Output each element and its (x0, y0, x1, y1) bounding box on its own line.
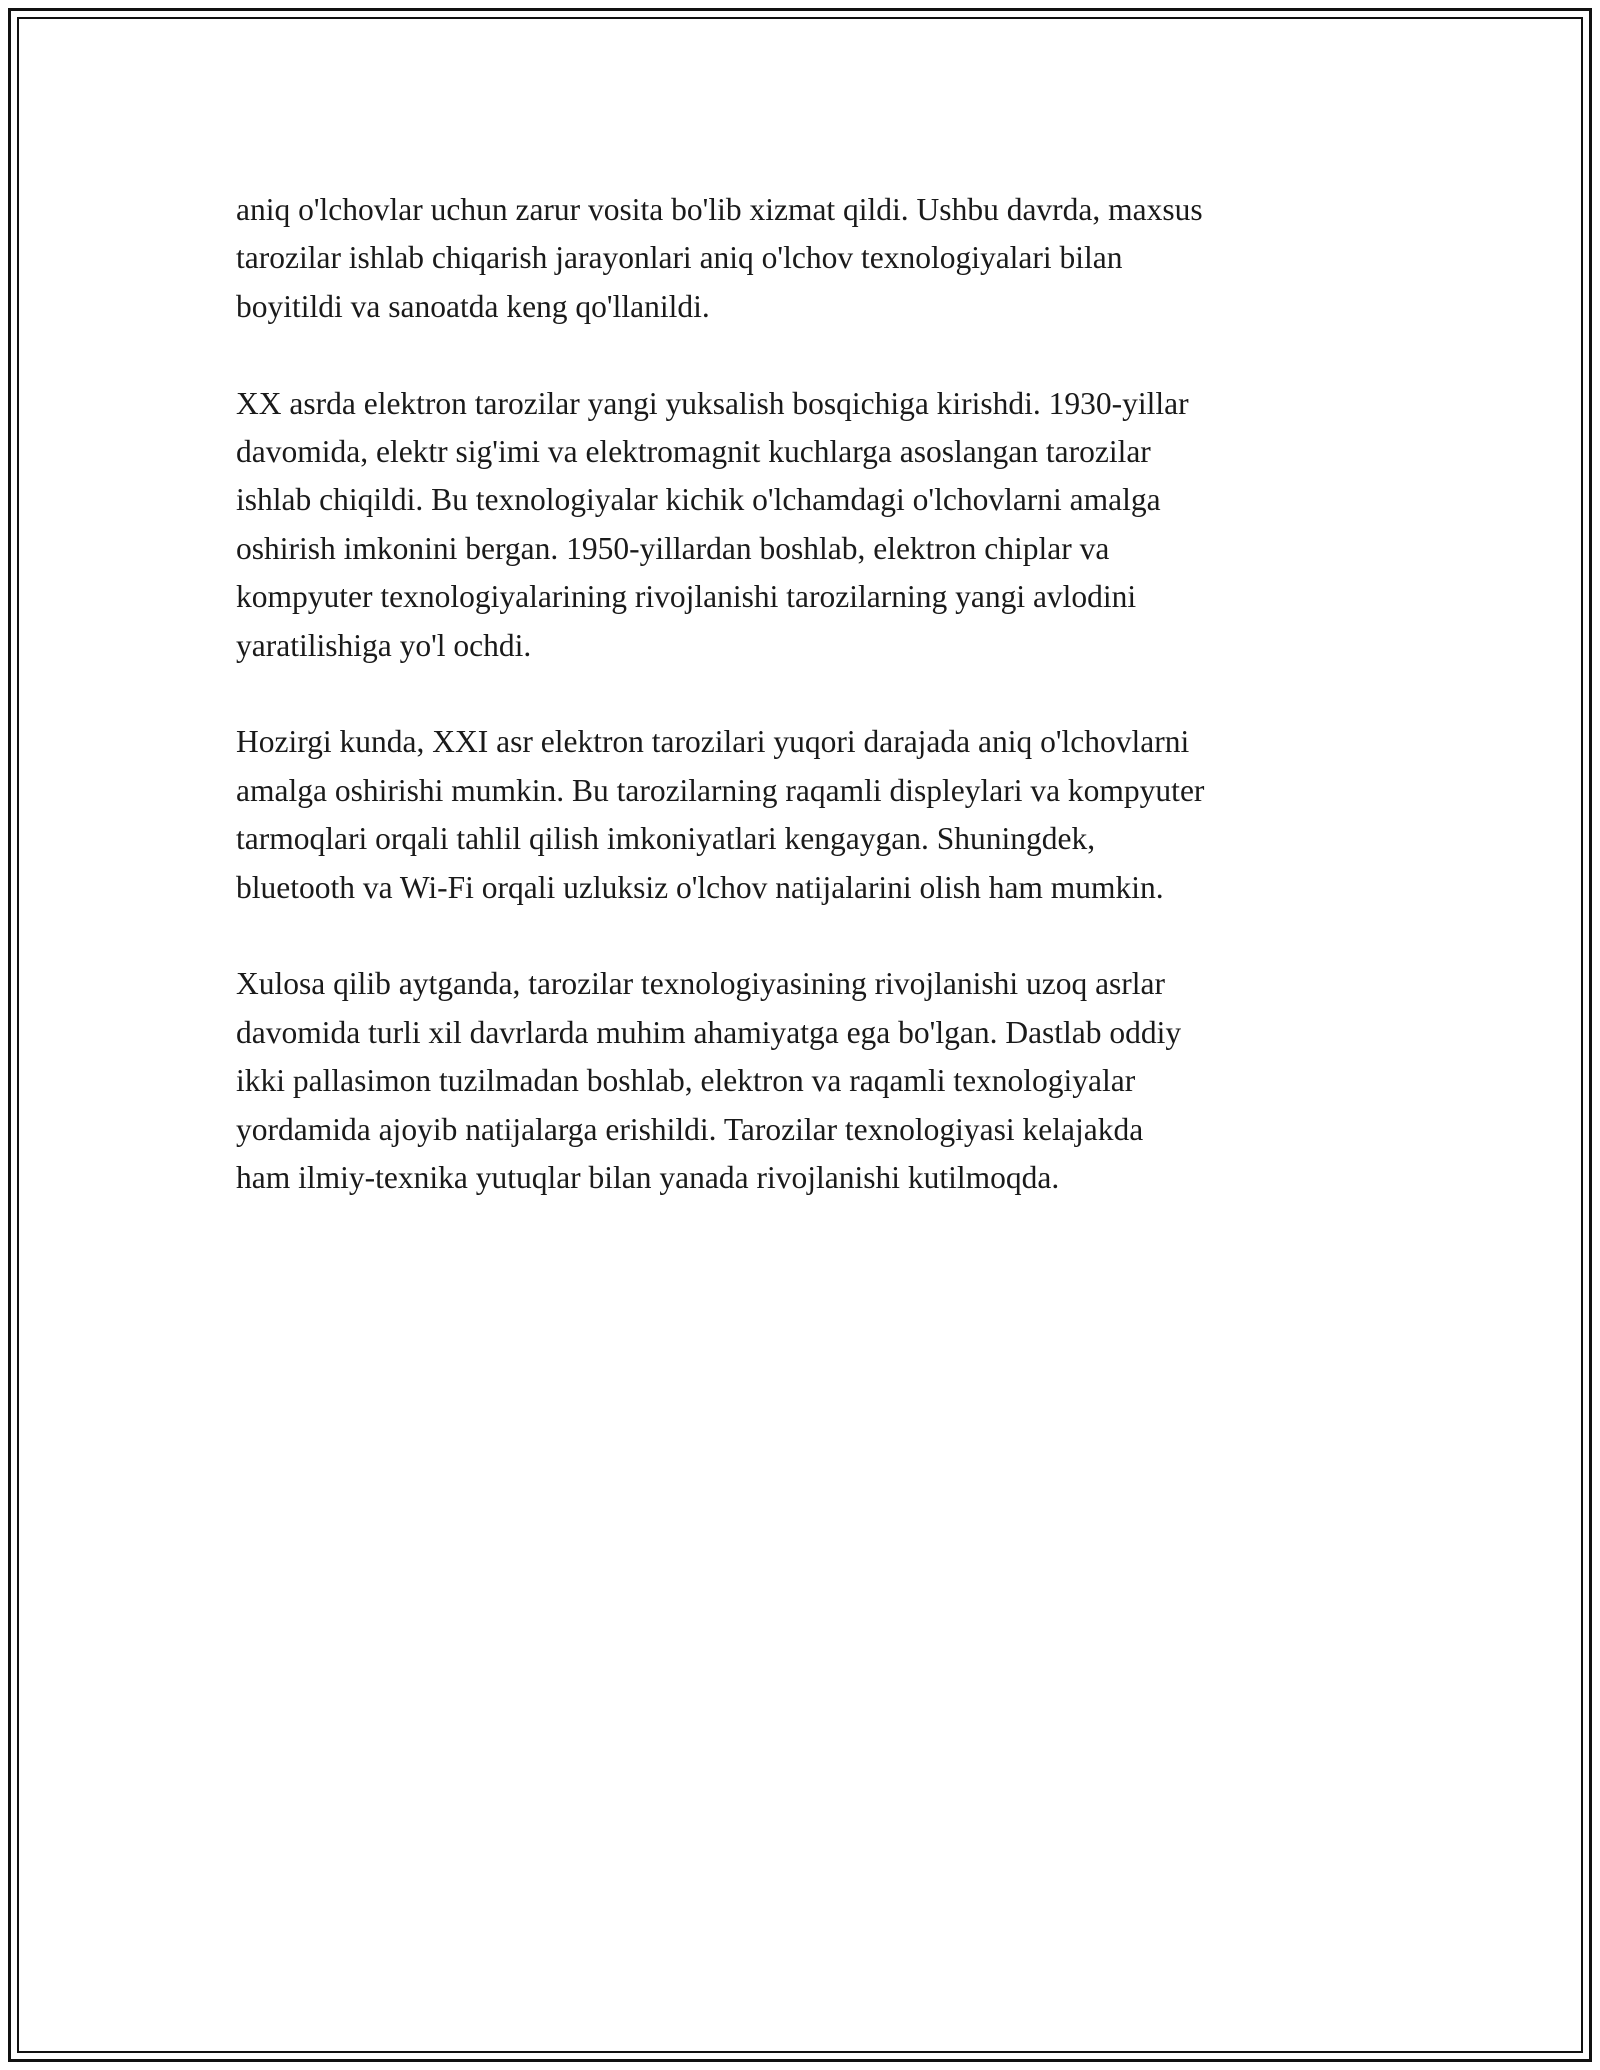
text-line: Xulosa qilib aytganda, tarozilar texnologiyasining rivojlanishi uzoq asrlar (236, 966, 1166, 1002)
paragraph-1 (236, 186, 1386, 331)
text-line: amalga oshirishi mumkin. Bu tarozilarning raqamli displeylari va kompyuter (236, 772, 1205, 808)
text-line: kompyuter texnologiyalarining rivojlanishi tarozilarning yangi avlodini (236, 579, 1137, 615)
text-line: XX asrda elektron tarozilar yangi yuksalish bosqichiga kirishdi. 1930-yillar (236, 385, 1189, 421)
paragraph-2 (236, 380, 1386, 670)
paragraph-3 (236, 718, 1386, 912)
paragraph-4 (236, 960, 1386, 1202)
text-line: bluetooth va Wi-Fi orqali uzluksiz o'lchov natijalarini olish ham mumkin. (236, 869, 1164, 905)
text-line: Hozirgi kunda, XXI asr elektron tarozilari yuqori darajada aniq o'lchovlarni (236, 724, 1190, 760)
text-line: ham ilmiy-texnika yutuqlar bilan yanada rivojlanishi kutilmoqda. (236, 1160, 1060, 1196)
text-line: davomida, elektr sig'imi va elektromagnit kuchlarga asoslangan tarozilar (236, 434, 1151, 470)
text-line: yordamida ajoyib natijalarga erishildi. Tarozilar texnologiyasi kelajakda (236, 1111, 1144, 1147)
text-line: tarozilar ishlab chiqarish jarayonlari aniq o'lchov texnologiyalari bilan (236, 240, 1123, 276)
text-line: ishlab chiqildi. Bu texnologiyalar kichik o'lchamdagi o'lchovlarni amalga (236, 482, 1161, 518)
text-line: yaratilishiga yo'l ochdi. (236, 627, 532, 663)
text-line: boyitildi va sanoatda keng qo'llanildi. (236, 288, 710, 324)
document-body (236, 186, 1386, 1251)
text-line: ikki pallasimon tuzilmadan boshlab, elektron va raqamli texnologiyalar (236, 1063, 1136, 1099)
text-line: tarmoqlari orqali tahlil qilish imkoniyatlari kengaygan. Shuningdek, (236, 821, 1096, 857)
text-line: davomida turli xil davrlarda muhim ahamiyatga ega bo'lgan. Dastlab oddiy (236, 1014, 1182, 1050)
text-line: oshirish imkonini bergan. 1950-yillardan boshlab, elektron chiplar va (236, 530, 1110, 566)
text-line: aniq o'lchovlar uchun zarur vosita bo'lib xizmat qildi. Ushbu davrda, maxsus (236, 192, 1203, 227)
